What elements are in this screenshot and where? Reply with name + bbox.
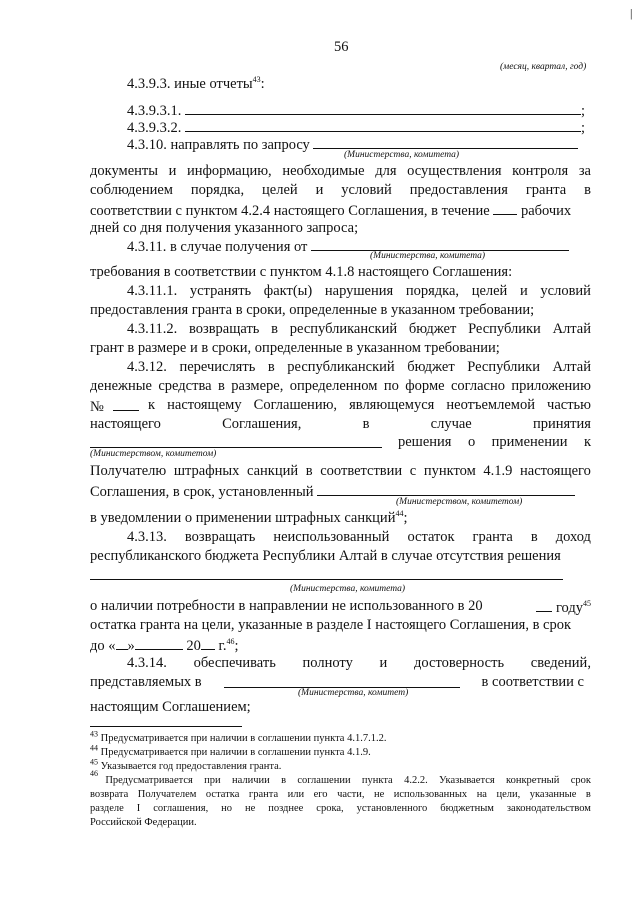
footnote-ref-45: 45 [583,599,591,609]
word: применении [491,434,568,450]
blank-field [185,100,581,115]
word: в [267,359,275,375]
word: его [313,789,328,800]
word: полноту [302,655,353,671]
page-number: 56 [334,39,349,55]
word: цели, [496,789,521,800]
word: документы [90,163,158,179]
word: штрафных [173,463,240,479]
word: наличии [232,775,270,786]
footnote-46-line: Российской Федерации. [90,817,197,828]
hint-ministry: (Министерства, комитета) [370,251,486,261]
text-line: настоящим Соглашением; [90,699,251,715]
footnote-44 [90,743,371,759]
word: согласно [450,378,505,394]
word: Соглашению, [253,397,338,413]
word: конкретный [506,775,560,786]
clause-text: 4.3.11. в случае получения от [127,239,308,255]
word: в [281,775,287,786]
word: позднее [268,803,304,814]
word: 4.1.9 [483,463,513,479]
footnote-text: Предусматривается при наличии в соглашении пункта 4.1.7.1.2. [100,733,387,744]
word: настоящего [90,416,161,432]
text-line [90,200,571,220]
word: 4.3.14. [127,655,167,671]
text-line: предоставления гранта в сроки, определенные в указанном требовании; [90,302,535,318]
hint-ministry: (Министерства, комитет) [298,688,409,698]
word: Республики [467,359,540,375]
text-line: грант в размере и в сроки, определенные в указанном требовании; [90,340,500,356]
word: срок [570,775,591,786]
footnote-46 [90,769,591,787]
word: гранта [248,789,279,800]
clause-4-3-11 [127,236,569,256]
word: но [221,803,233,814]
clause-4-3-9-3 [127,75,265,93]
word: в [305,463,313,479]
word: неотъемлемой [446,397,535,413]
hint-ministry: (Министерством, комитетом) [90,449,217,459]
word: не [245,803,256,814]
text: 20 [186,638,201,654]
word: Алтай [552,359,591,375]
word: предоставления [409,182,508,198]
word: Указывается [439,775,495,786]
word: размере, [231,378,284,394]
corner-mark: | [630,6,633,20]
word: принятия [532,416,591,432]
word: Получателем [137,789,197,800]
text: году [555,600,583,616]
word: неиспользованный [273,529,390,545]
clause-tail: : [260,76,265,92]
text: представляемых в [90,674,202,690]
word: достоверность [414,655,505,671]
word: по [383,378,399,394]
word: при [204,775,221,786]
text-line [90,462,591,480]
word: нарушения [324,283,394,299]
word: остатка [205,789,240,800]
word: 4.3.11.1. [127,283,178,299]
word: и [315,182,324,198]
word: настоящему [167,397,242,413]
text: о наличии потребности в направлении не использованного в 20 [90,598,483,614]
footnote-46-line [90,788,591,801]
word: обеспечивать [193,655,276,671]
footnote-text: Указывается год предоставления гранта. [100,761,282,772]
word: условий [341,182,392,198]
word: за [578,163,591,179]
clause-text: 4.3.10. направлять по запросу [127,137,310,153]
text-line [90,635,238,655]
word: части, [337,789,365,800]
word: и [519,283,528,299]
word: перечислять [179,359,256,375]
word: Получателю [90,463,167,479]
hint-ministry: (Министерством, комитетом) [396,497,523,507]
clause-4-3-12 [127,358,591,376]
word: порядка, [405,283,460,299]
text: рабочих [520,203,572,219]
word: устранять [189,283,252,299]
footnote-separator [90,726,242,727]
word: срока, [316,803,344,814]
blank-field [113,396,139,411]
text-line [398,433,591,451]
word: Алтай [552,321,591,337]
text: ; [234,638,239,654]
word: I [136,803,141,814]
blank-field [313,134,578,149]
word: пункта [361,775,393,786]
word: Республики [468,321,541,337]
text-line [148,396,591,414]
word: соглашении [297,775,351,786]
blank-field [536,597,552,612]
word: в [217,378,225,394]
word: республиканский [289,321,398,337]
footnote-ref-46: 46 [226,637,235,647]
footnote-45 [90,757,282,773]
word: Соглашения, [222,416,302,432]
text-line: требования в соответствии с пунктом 4.1.8 настоящего Соглашения: [90,264,513,280]
word: бюджетным [440,803,494,814]
word: гранта [472,529,513,545]
word: не [374,789,385,800]
hint-ministry: (Министерства, комитета) [290,584,406,594]
word: 4.3.12. [127,359,167,375]
footnote-number: 43 [90,729,98,739]
text-line [90,181,591,199]
word: информацию, [187,163,272,179]
text-line [90,597,591,617]
text-line [90,219,358,237]
text-line [90,377,591,395]
word: порядка, [190,182,245,198]
word: или [287,789,305,800]
text: ; [403,510,408,526]
word: о [467,434,476,450]
word: в [530,529,538,545]
word: целей [471,283,508,299]
blank-field [493,200,517,215]
text-line [90,509,408,527]
word: 4.2.2. [404,775,428,786]
word: форме [405,378,445,394]
word: указанные [529,789,577,800]
word: и [168,163,177,179]
word: для [375,163,397,179]
text-line: республиканского бюджета Республики Алтай в случае отсутствия решения [90,548,561,564]
word: возврата [90,789,129,800]
footnote-ref-43: 43 [252,75,261,85]
text-line: остатка гранта на цели, указанные в разделе I настоящего Соглашения, в срок [90,617,572,633]
clause-end: ; [581,120,586,136]
text: » [127,638,135,654]
word: 4.3.11.2. [127,321,178,337]
word: на [476,789,487,800]
word: к [148,397,156,413]
word: к [583,434,591,450]
word: определенном [289,378,378,394]
word: и [379,655,388,671]
text: дней со дня получения указанного запроса; [90,220,359,236]
text: соответствии с пунктом 4.2.4 настоящего Соглашения, в течение [90,203,490,219]
text: в соответствии с [481,674,584,690]
footnote-ref-44: 44 [395,509,404,519]
word: частью [547,397,591,413]
word: 4.3.13. [127,529,167,545]
word: решения [398,434,452,450]
period-hint: (месяц, квартал, год) [500,62,587,72]
word: в [362,416,370,432]
footnote-text: Предусматривается при наличии в соглашении пункта 4.1.9. [100,747,371,758]
blank-field [116,635,128,650]
blank-field [201,635,215,650]
word: условий [540,283,591,299]
text: г. [218,638,227,654]
word: пунктом [423,463,476,479]
text: в уведомлении о применении штрафных санкций [90,510,396,526]
clause-text: 4.3.9.3. иные отчеты [127,76,253,92]
word: средства [158,378,212,394]
word: соответствии [320,463,403,479]
clause-end: ; [581,103,586,119]
word: с [409,463,417,479]
word: установленного [356,803,428,814]
word: остаток [407,529,455,545]
word: в [585,789,591,800]
blank-field [317,481,575,496]
number-sign: № [90,399,104,415]
word: республиканский [287,359,395,375]
word: соблюдением [90,182,173,198]
text: Соглашения, в срок, установленный [90,484,314,500]
blank-field [311,236,569,251]
footnote-43 [90,729,387,745]
footnote-46-line [90,802,591,815]
footnote-number: 44 [90,743,98,753]
clause-4-3-11-1 [127,282,591,300]
word: осуществления [407,163,502,179]
word: контроля [512,163,569,179]
clause-4-3-14 [127,654,591,672]
word: возвращать [188,321,260,337]
word: доход [555,529,591,545]
text: до « [90,638,116,654]
word: возвращать [184,529,256,545]
word: являющемуся [349,397,435,413]
clause-label: 4.3.9.3.2. [127,120,182,136]
text-line [90,396,139,416]
footnote-number: 46 [90,769,98,778]
hint-ministry: (Министерства, комитета) [344,150,460,160]
blank-field [224,673,460,688]
word: Предусматривается [105,775,193,786]
blank-field [185,117,581,132]
word: сведений, [530,655,591,671]
blank-field [135,635,183,650]
word: в [271,321,279,337]
word: целей [262,182,298,198]
text-line [90,415,591,433]
word: бюджет [408,321,457,337]
word: необходимые [282,163,365,179]
blank-field [90,433,382,448]
word: законодательством [506,803,591,814]
word: бюджет [407,359,455,375]
word: разделе [90,803,124,814]
word: санкций [246,463,299,479]
word: факт(ы) [263,283,313,299]
word: в [584,182,591,198]
word: случае [430,416,472,432]
clause-label: 4.3.9.3.1. [127,103,182,119]
footnote-number: 45 [90,757,98,767]
text-line [90,162,591,180]
word: настоящего [520,463,591,479]
word: приложению [511,378,591,394]
word: соглашения, [153,803,209,814]
clause-4-3-11-2 [127,320,591,338]
word: гранта [525,182,567,198]
clause-4-3-13 [127,528,591,546]
blank-field [90,579,563,580]
word: денежные [90,378,152,394]
word: использованных [393,789,468,800]
